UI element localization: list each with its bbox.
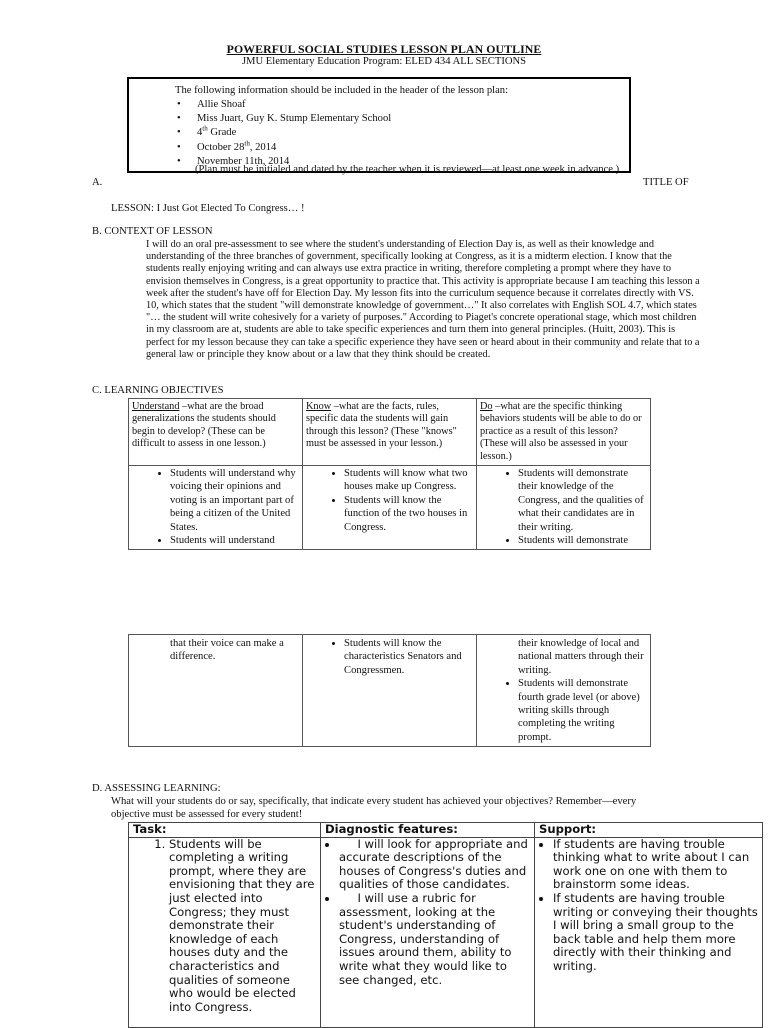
know-cell-cont (303, 635, 477, 747)
info-item-name: • Allie Shoaf (175, 98, 391, 112)
assessment-header-row (129, 823, 763, 838)
page-subtitle: JMU Elementary Education Program: ELED 434 ALL SECTIONS (241, 56, 527, 67)
support-header: Support: (535, 823, 763, 838)
section-a-title-of: TITLE OF (643, 177, 689, 188)
list-item: • Students will demonstrate their knowledge of the Congress, and the qualities of what their candidates are in their writing. (518, 467, 647, 534)
info-list (175, 98, 391, 169)
know-header: Know –what are the facts, rules, specific data the students will gain through this lesson? (These "knows" must be assessed in your lesson.) (303, 399, 477, 466)
section-a-lesson-title: LESSON: I Just Got Elected To Congress… ! (111, 203, 305, 214)
info-intro: The following information should be included in the header of the lesson plan: (175, 85, 509, 96)
objectives-table-continued (128, 634, 651, 747)
list-item: • Students will demonstrate (518, 534, 647, 547)
objectives-row (129, 466, 651, 550)
diagnostic-header: Diagnostic features: (321, 823, 535, 838)
do-cell (477, 466, 651, 550)
list-item: • Students will know what two houses make up Congress. (344, 467, 473, 494)
info-item-date1: • October 28th, 2014 (175, 141, 391, 155)
do-header: Do –what are the specific thinking behaviors students will be able to do or practice as a result of this lesson? (These will also be assessed in your lesson.) (477, 399, 651, 466)
page-title: POWERFUL SOCIAL STUDIES LESSON PLAN OUTLINE (226, 42, 542, 56)
list-item: • I will use a rubric for assessment, looking at the student's understanding of Congress, understanding of issues around them, ability to write what they would like to see changed, etc. (339, 892, 530, 987)
objectives-table (128, 398, 651, 550)
do-cont-text: their knowledge of local and national matters through their writing. (518, 638, 644, 676)
do-cell-cont (477, 635, 651, 747)
section-a-letter: A. (92, 177, 103, 188)
info-item-grade: • 4th Grade (175, 126, 391, 140)
understand-header: Understand –what are the broad generalizations the students should begin to develop? (These can be difficult to assess in one lesson.) (129, 399, 303, 466)
list-item: • Students will know the characteristics Senators and Congressmen. (344, 637, 473, 677)
context-paragraph: I will do an oral pre-assessment to see where the student's understanding of Election Day is, as well as their knowledge and understanding of the three branches of government, specifically looking at Congress, as it is a midterm election. I know that the students really enjoying writing and can always use extra practice in writing, therefore completing a prompt where they have to envision themselves in Congress, is a great opportunity to practice that. This activity is appropriate because I am teaching this lesson a week after the student's have off for Election Day. My lesson fits into the curriculum sequence because it correlates directly with VS. 10, which states that the student "will demonstrate knowledge of government…" It also correlates with English SOL 4.7, which states "… the student will write cohesively for a variety of purposes." According to Piaget's concrete operational stage, which most children in my classroom are at, students are able to take specific experiences and turn them into general principles. (Huitt, 2003). This is perfect for my lesson because they can take a specific experience they have seen or heard about in their community and relate that to a general law or principle they know about or a law that they think should be created. (146, 239, 700, 360)
list-item: • If students are having trouble writing or conveying their thoughts I will bring a small group to the back table and help them more directly with their thinking and writing. (553, 892, 758, 974)
header-info-box (127, 77, 631, 173)
list-item: • If students are having trouble thinking what to write about I can work one on one with them to brainstorm some ideas. (553, 838, 758, 892)
diagnostic-cell (321, 837, 535, 1027)
list-item: 1. Students will be completing a writing prompt, where they are envisioning that they are just elected into Congress; they must demonstrate their knowledge of each houses duty and the characteristics and qualities of someone who would be elected into Congress. (169, 838, 316, 1015)
assessment-table (128, 822, 763, 1028)
list-item: • Students will understand why voicing their opinions and voting is an important part of being a citizen of the United States. (170, 467, 299, 534)
know-cell (303, 466, 477, 550)
info-item-date2: • November 11th, 2014 (175, 155, 391, 169)
section-d-line2: objective must be assessed for every student! (111, 809, 303, 820)
info-note: (Plan must be initialed and dated by the teacher when it is reviewed—at least one week in advance.) (195, 164, 620, 175)
objectives-row-continued (129, 635, 651, 747)
section-d-heading: D. ASSESSING LEARNING: (92, 783, 221, 794)
understand-cell-cont: that their voice can make a difference. (129, 635, 303, 747)
list-item: • Students will demonstrate fourth grade level (or above) writing skills through completing the writing prompt. (518, 677, 647, 744)
assessment-row (129, 837, 763, 1027)
list-item: • Students will know the function of the two houses in Congress. (344, 494, 473, 534)
section-d-line1: What will your students do or say, specifically, that indicate every student has achieved your objectives? Remember—every (111, 796, 637, 807)
understand-cell (129, 466, 303, 550)
section-c-heading: C. LEARNING OBJECTIVES (92, 385, 224, 396)
info-item-school: • Miss Juart, Guy K. Stump Elementary School (175, 112, 391, 126)
task-header: Task: (129, 823, 321, 838)
list-item: • I will look for appropriate and accurate descriptions of the houses of Congress's duties and qualities of those candidates. (339, 838, 530, 892)
section-b-heading: B. CONTEXT OF LESSON (92, 226, 213, 237)
task-cell (129, 837, 321, 1027)
objectives-header-row (129, 399, 651, 466)
list-item: • Students will understand (170, 534, 299, 547)
support-cell (535, 837, 763, 1027)
